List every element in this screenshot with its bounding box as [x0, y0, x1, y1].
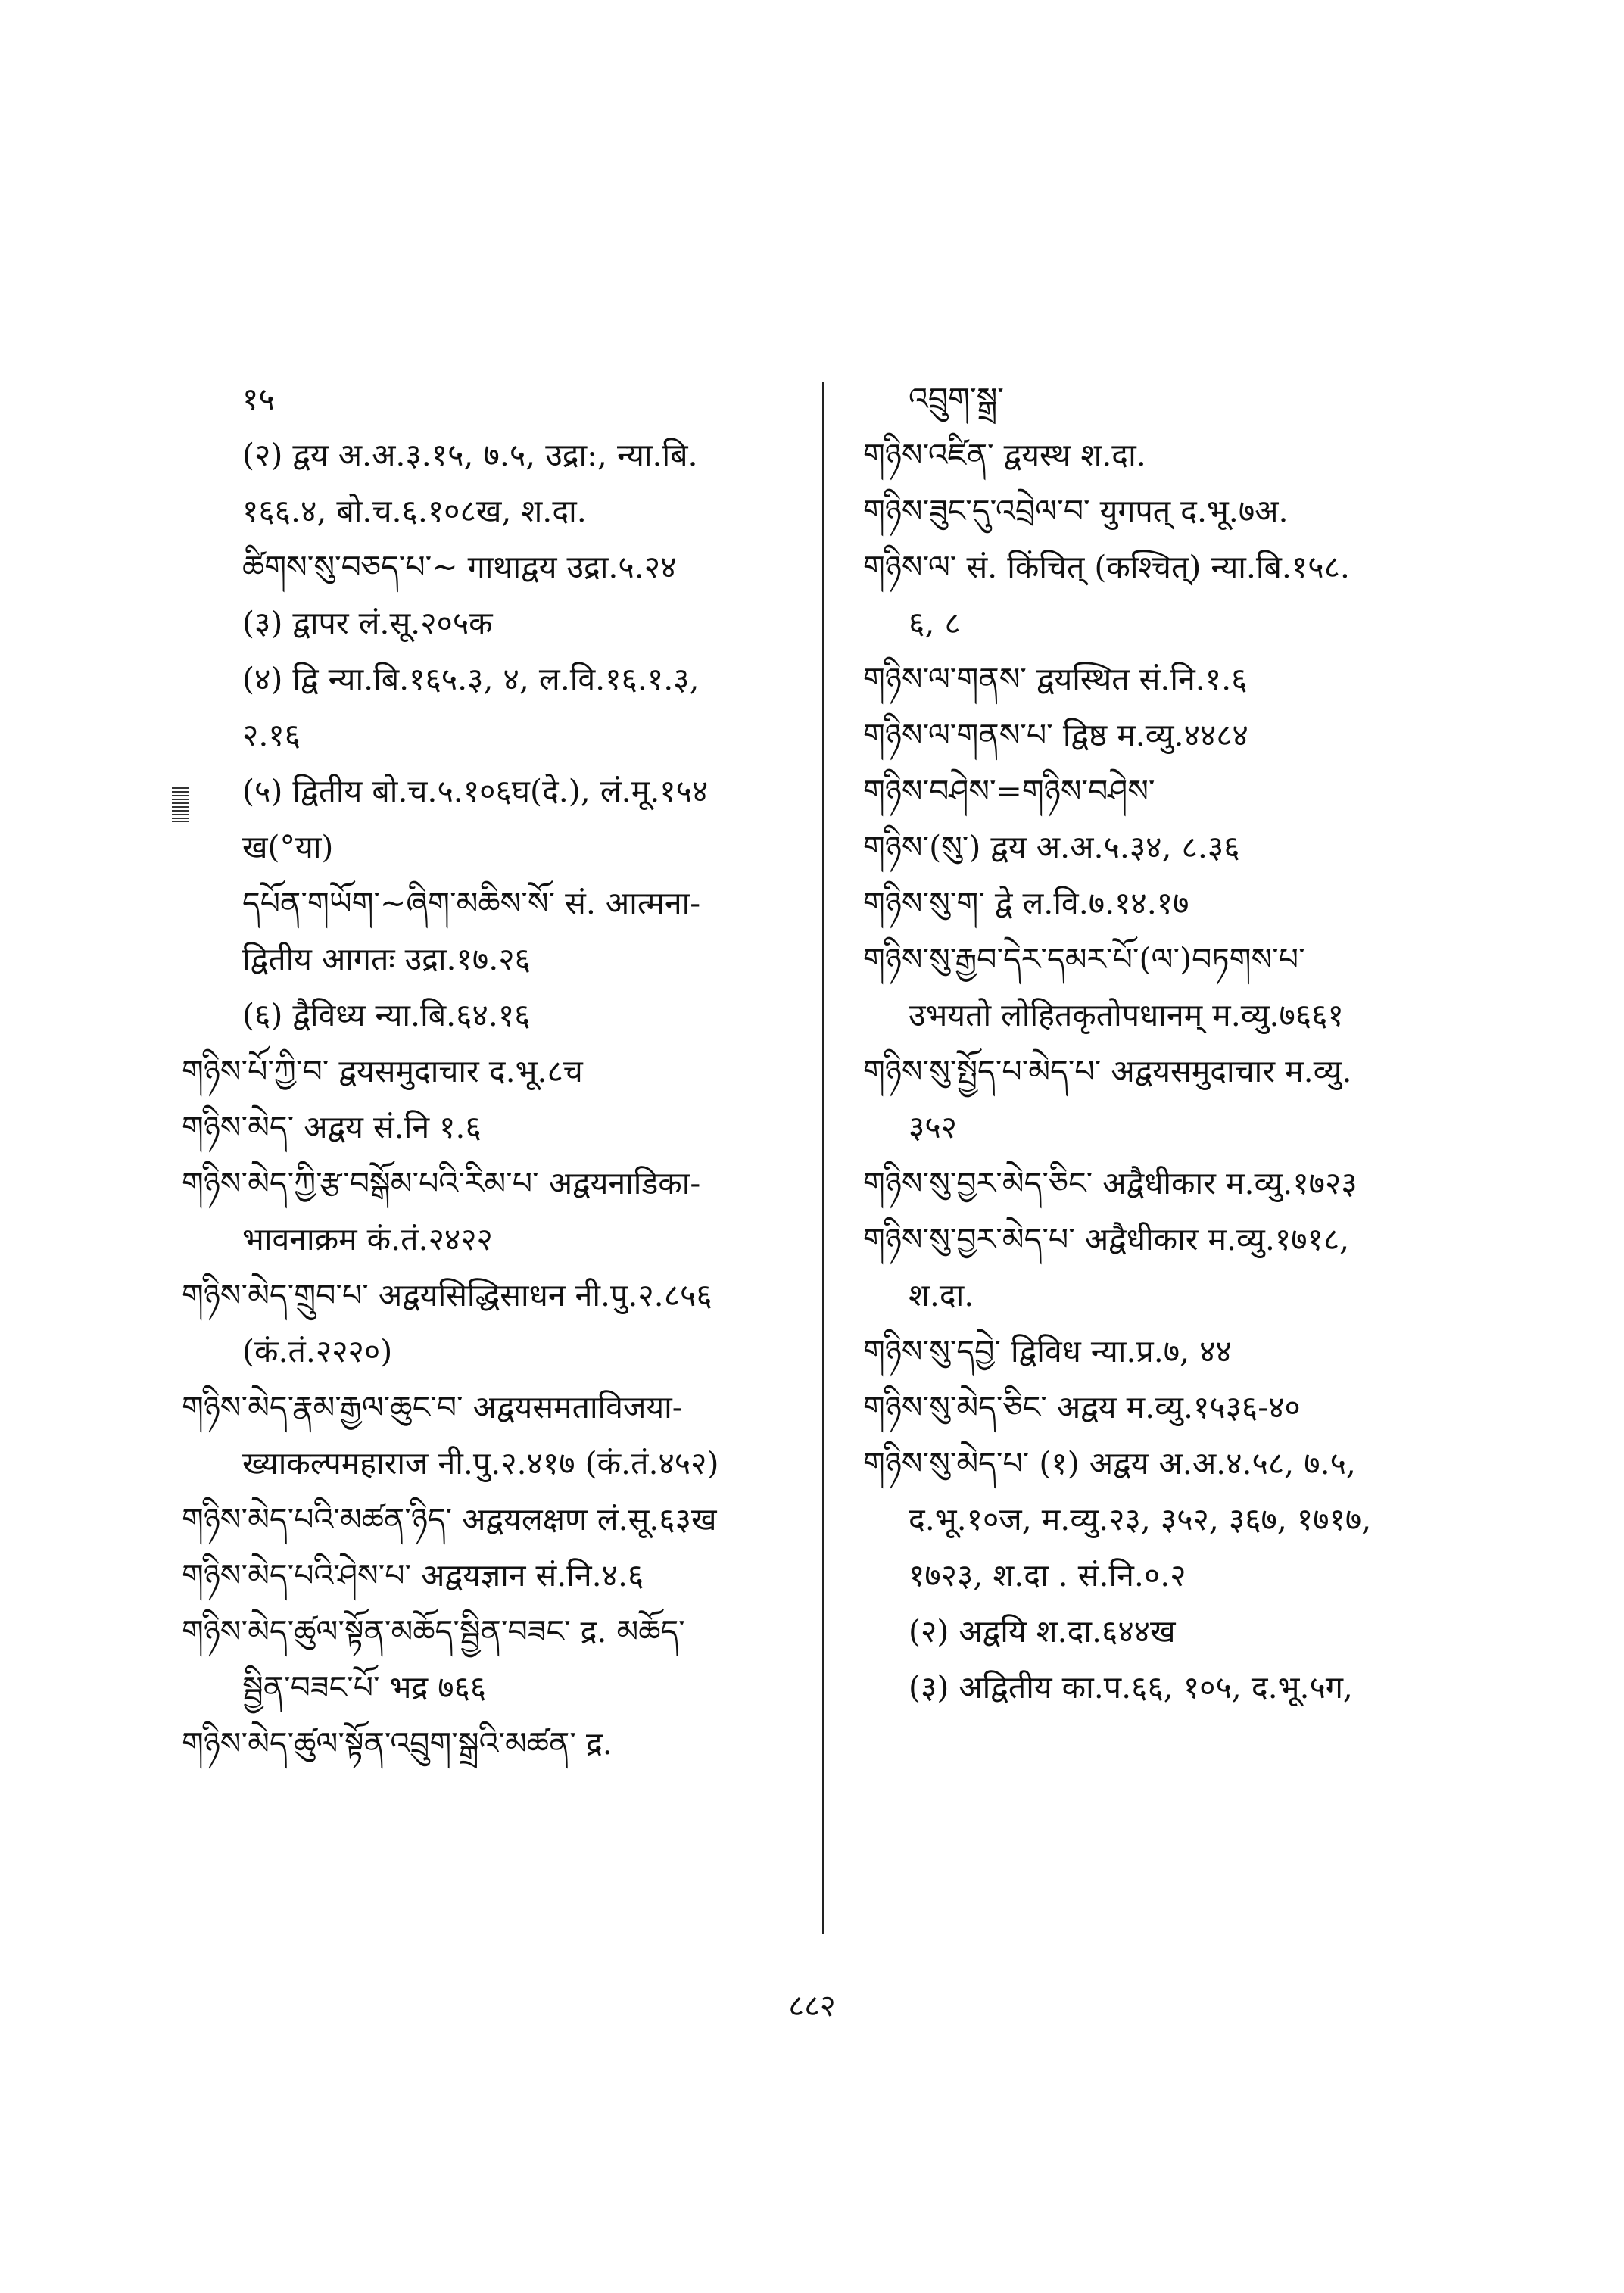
entry-line: (४) द्वि न्या.बि.१६५.३, ४, ल.वि.१६.१.३, [242, 661, 700, 697]
entry-line: ख्याकल्पमहाराज नी.पु.२.४१७ (कं.तं.४५२) [242, 1445, 719, 1481]
entry-line: གཉིས་མེད་ཚུལ་སྟོན་མཆོད་སྦྱིན་བཟང་ द्र. མཆོད་ [182, 1613, 685, 1650]
entry-line: (कं.तं.२२२०) [242, 1333, 393, 1369]
entry-line: ख(°या) [242, 829, 334, 865]
entry-line: གཉིས་མེད་པའི་མཚན་ཉིད་ अद्वयलक्षण लं.सू.६३ख [182, 1501, 717, 1537]
entry-line: གཉིས་མེད་ अद्वय सं.नि १.६ [182, 1109, 482, 1145]
entry-line: (६) द्वैविध्य न्या.बि.६४.१६ [242, 997, 531, 1033]
entry-line: १७२३, श.दा . सं.नि.०.२ [909, 1557, 1186, 1594]
entry-line: द.भू.१०ज, म.व्यु.२३, ३५२, ३६७, १७१७, [909, 1501, 1372, 1537]
entry-line: གཉིས་བཤེས་=གཉིས་བཤེས་ [863, 773, 1155, 809]
entry-line: श.दा. [909, 1277, 974, 1313]
entry-line: གཉིས་མེད་པའི་ཤེས་པ་ अद्वयज्ञान सं.नि.४.६ [182, 1557, 644, 1594]
entry-line: གཉིས་མེད་རྣམ་རྒྱལ་ཆུང་བ་ अद्वयसमताविजया- [182, 1389, 683, 1425]
entry-line: གཉིས་སུ་བྱར་མེད་ཅིང་ अद्वैधीकार म.व्यु.१७२३ [863, 1165, 1357, 1201]
entry-line: གཉིས་སུ་མེད་ཅིང་ अद्वय म.व्यु.१५३६-४० [863, 1389, 1301, 1425]
entry-line: उभयतो लोहितकृतोपधानम् म.व्यु.७६६१ [909, 997, 1344, 1033]
entry-line: སྦྱིན་བཟང་པོ་ भद्र ७६६ [242, 1669, 487, 1706]
page-number: ८८२ [788, 1989, 836, 2024]
entry-line: གཉིས་སུ་མེད་པ་ (१) अद्वय अ.अ.४.५८, ७.५, [863, 1445, 1356, 1481]
entry-line: (२) अद्वयि श.दा.६४४ख [909, 1613, 1176, 1650]
entry-line: གཉིས་འཛིན་ द्वयस्थ श.दा. [863, 437, 1146, 473]
entry-line: २.१६ [242, 717, 301, 753]
entry-line: དཔོན་གཡོག་~ཞིག་མཆིས་སོ་ सं. आत्मना- [242, 885, 701, 921]
entry-line: १६६.४, बो.च.६.१०८ख, श.दा. [242, 493, 587, 529]
entry-line: གཉིས་པོ་ཀྱི་བ་ द्वयसमुदाचार द.भू.८च [182, 1053, 583, 1089]
entry-line: १५ [242, 381, 275, 417]
left-column [182, 371, 818, 1771]
entry-line: གཉིས་སུ་རྒྱབ་དེར་དམར་པོ་(ལ་)བཏགས་པ་ [863, 941, 1305, 977]
entry-line: གཉིས་མེད་ཚུལ་སྟོན་འབྲུག་སྒྲའི་མཚན་ द्र. [182, 1725, 613, 1762]
entry-line: གཉིས་ལ་ सं. किंचित् (कश्चित्) न्या.बि.१५८. [863, 549, 1350, 585]
entry-line: द्वितीय आगतः उद्रा.१७.२६ [242, 941, 531, 977]
right-column [863, 371, 1469, 1715]
entry-line: འབྲུག་སྒྲ་ [909, 381, 1004, 417]
entry-line: (२) द्वय अ.अ.३.१५, ७.५, उद्रा:, न्या.बि. [242, 437, 698, 473]
entry-line: (३) अद्वितीय का.प.६६, १०५, द.भू.५ग, [909, 1669, 1353, 1706]
entry-line: གཉིས་སུ་ག་ द्वे ल.वि.७.१४.१७ [863, 885, 1189, 921]
entry-line: གཉིས་སུ་དབྱེ་ द्विविध न्या.प्र.७, ४४ [863, 1333, 1232, 1369]
entry-line: གཉིས་སུ་སྤྱོད་པ་མེད་པ་ अद्वयसमुदाचार म.व्यु. [863, 1053, 1352, 1089]
entry-line: གཉིས་(སུ་) द्वय अ.अ.५.३४, ८.३६ [863, 829, 1240, 865]
entry-line: ३५२ [909, 1109, 957, 1145]
entry-line: གཉིས་ལ་གནས་པ་ द्विष्ठ म.व्यु.४४८४ [863, 717, 1248, 753]
entry-line: ཚིགས་སུ་བཅད་པ་~ गाथाद्वय उद्रा.५.२४ [242, 549, 677, 585]
entry-line: གཉིས་ཟུང་དུ་འབྲེལ་བ་ युगपत् द.भू.७अ. [863, 493, 1289, 529]
entry-line: གཉིས་སུ་བྱར་མེད་པ་ अद्वैधीकार म.व्यु.१७१८, [863, 1221, 1350, 1257]
entry-line: གཉིས་ལ་གནས་ द्वयस्थित सं.नि.१.६ [863, 661, 1248, 697]
entry-line: ६, ८ [909, 605, 961, 641]
entry-line: གཉིས་མེད་ཀྱི་རྩ་བསྒོམ་པའི་རིམ་པ་ अद्वयनाडिका- [182, 1165, 701, 1201]
entry-line: (५) द्वितीय बो.च.५.१०६घ(दे.), लं.मू.१५४ [242, 773, 709, 809]
entry-line: (३) द्वापर लं.सू.२०५क [242, 605, 493, 641]
entry-line: भावनाक्रम कं.तं.२४२२ [242, 1221, 493, 1257]
column-divider [822, 382, 824, 1934]
entry-line: གཉིས་མེད་གྲུབ་པ་ अद्वयसिद्धिसाधन नी.पु.२.८५६ [182, 1277, 712, 1313]
